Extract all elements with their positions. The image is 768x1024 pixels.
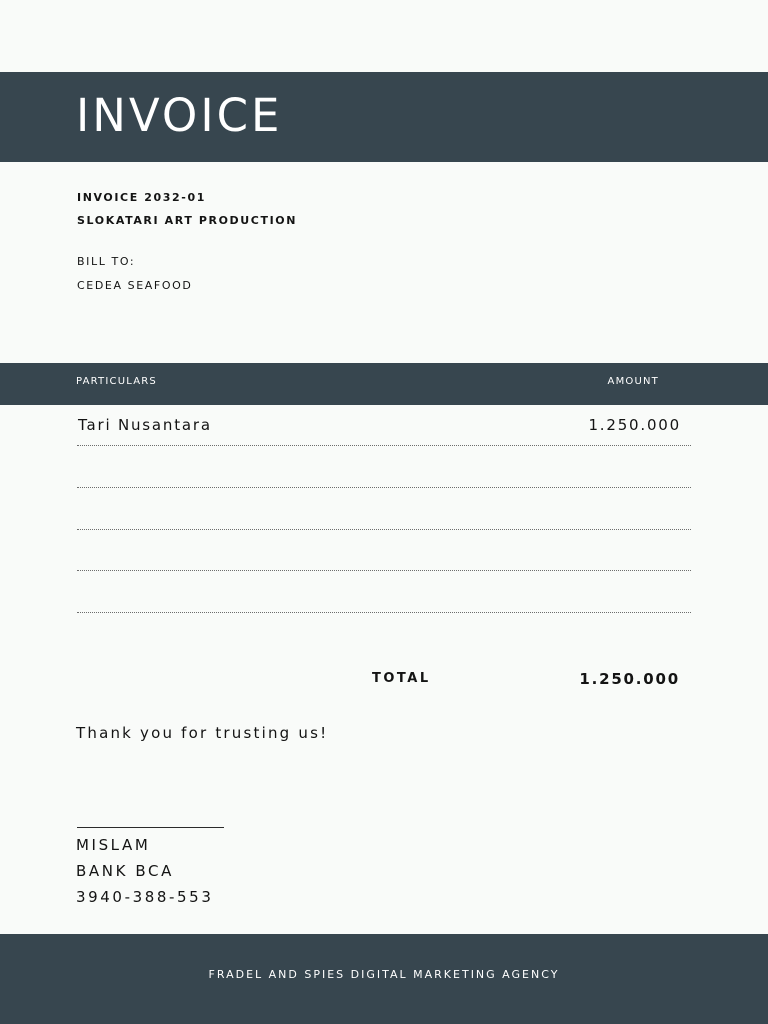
table-header [0, 363, 768, 405]
thank-you-message: Thank you for trusting us! [76, 724, 329, 742]
payee-name: MISLAM [76, 836, 151, 854]
invoice-number: INVOICE 2032-01 [77, 191, 206, 204]
total-value: 1.250.000 [579, 670, 680, 688]
bill-to-value: CEDEA SEAFOOD [77, 279, 193, 292]
row-particular: Tari Nusantara [78, 416, 212, 434]
table-row [77, 529, 691, 571]
company-name: SLOKATARI ART PRODUCTION [77, 214, 298, 227]
particulars-header: PARTICULARS [76, 376, 157, 387]
bill-to-label: BILL TO: [77, 255, 136, 268]
signature-line [77, 827, 224, 828]
footer-band [0, 934, 768, 1024]
table-row [77, 404, 691, 446]
bank-name: BANK BCA [76, 862, 174, 880]
amount-header: AMOUNT [607, 376, 659, 387]
table-row [77, 446, 691, 488]
total-label: TOTAL [372, 671, 431, 686]
footer-agency-name: FRADEL AND SPIES DIGITAL MARKETING AGENCY [208, 968, 560, 981]
invoice-title: INVOICE [76, 89, 283, 142]
table-row [77, 571, 691, 613]
table-row [77, 488, 691, 530]
row-amount: 1.250.000 [588, 416, 681, 434]
account-number: 3940-388-553 [76, 888, 214, 906]
header-band [0, 72, 768, 162]
